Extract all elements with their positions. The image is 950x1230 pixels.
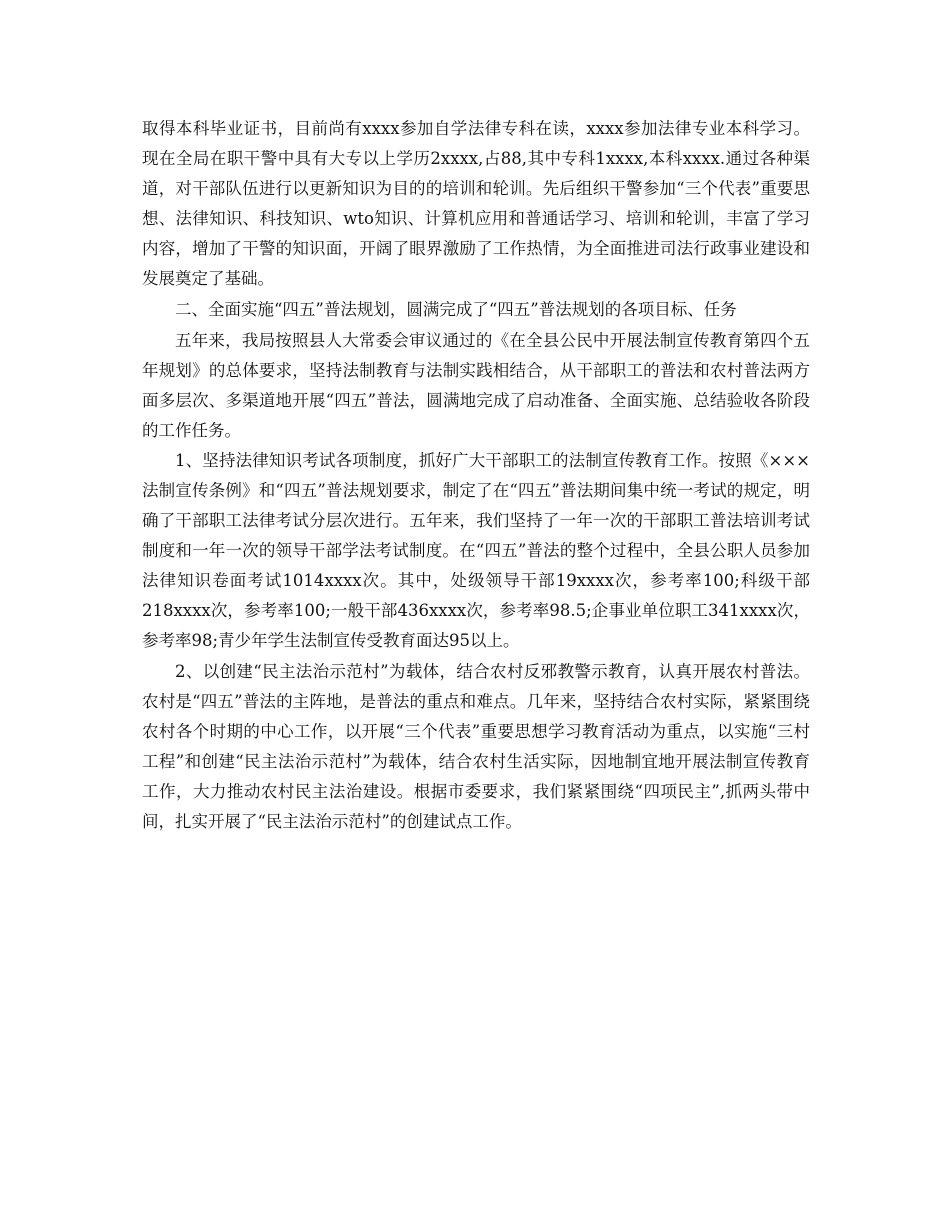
section-heading-two: 二、全面实施“四五”普法规划，圆满完成了“四五”普法规划的各项目标、任务 — [175, 299, 737, 319]
paragraph-five-year-overview: 五年来，我局按照县人大常委会审议通过的《在全县公民中开展法制宣传教育第四个五年规划》的总体要求，坚持法制教育与法制实践相结合，从干部职工的普法和农村普法两方面多层次、多渠道地开展“四五”普法，圆满地完成了启动准备、全面实施、总结验收各阶段的工作任务。 — [142, 330, 810, 440]
paragraph-rural-legal-education: 2、以创建“民主法治示范村”为载体，结合农村反邪教警示教育，认真开展农村普法。农村是“四五”普法的主阵地，是普法的重点和难点。几年来，坚持结合农村实际，紧紧围绕农村各个时期的中心工作，以开展“三个代表”重要思想学习教育活动为重点，以实施“三村工程”和创建“民主法治示范村”为载体，结合农村生活实际，因地制宜地开展法制宣传教育工作，大力推动农村民主法治建设。根据市委要求，我们紧紧围绕“四项民主”,抓两头带中间，扎实开展了“民主法治示范村”的创建试点工作。 — [142, 662, 810, 832]
paragraph-law-exam-system: 1、坚持法律知识考试各项制度，抓好广大干部职工的法制宣传教育工作。按照《×××法制宣传条例》和“四五”普法规划要求，制定了在“四五”普法期间集中统一考试的规定，明确了干部职工法律考试分层次进行。五年来，我们坚持了一年一次的干部职工普法培训考试制度和一年一次的领导干部学法考试制度。在“四五”普法的整个过程中，全县公职人员参加法律知识卷面考试1014xxxx次。其中，处级领导干部19xxxx次，参考率100;科级干部218xxxx次，参考率100;一般干部436xxxx次，参考率98.5;企事业单位职工341xxxx次，参考率98;青少年学生法制宣传受教育面达95以上。 — [142, 451, 810, 651]
document-body — [142, 114, 810, 838]
paragraph-education-training: 取得本科毕业证书，目前尚有xxxx参加自学法律专科在读，xxxx参加法律专业本科学习。现在全局在职干警中具有大专以上学历2xxxx,占88,其中专科1xxxx,本科xxxx.通过各种渠道，对干部队伍进行以更新知识为目的的培训和轮训。先后组织干警参加“三个代表”重要思想、法律知识、科技知识、wto知识、计算机应用和普通话学习、培训和轮训，丰富了学习内容，增加了干警的知识面，开阔了眼界激励了工作热情，为全面推进司法行政事业建设和发展奠定了基础。 — [142, 119, 810, 288]
